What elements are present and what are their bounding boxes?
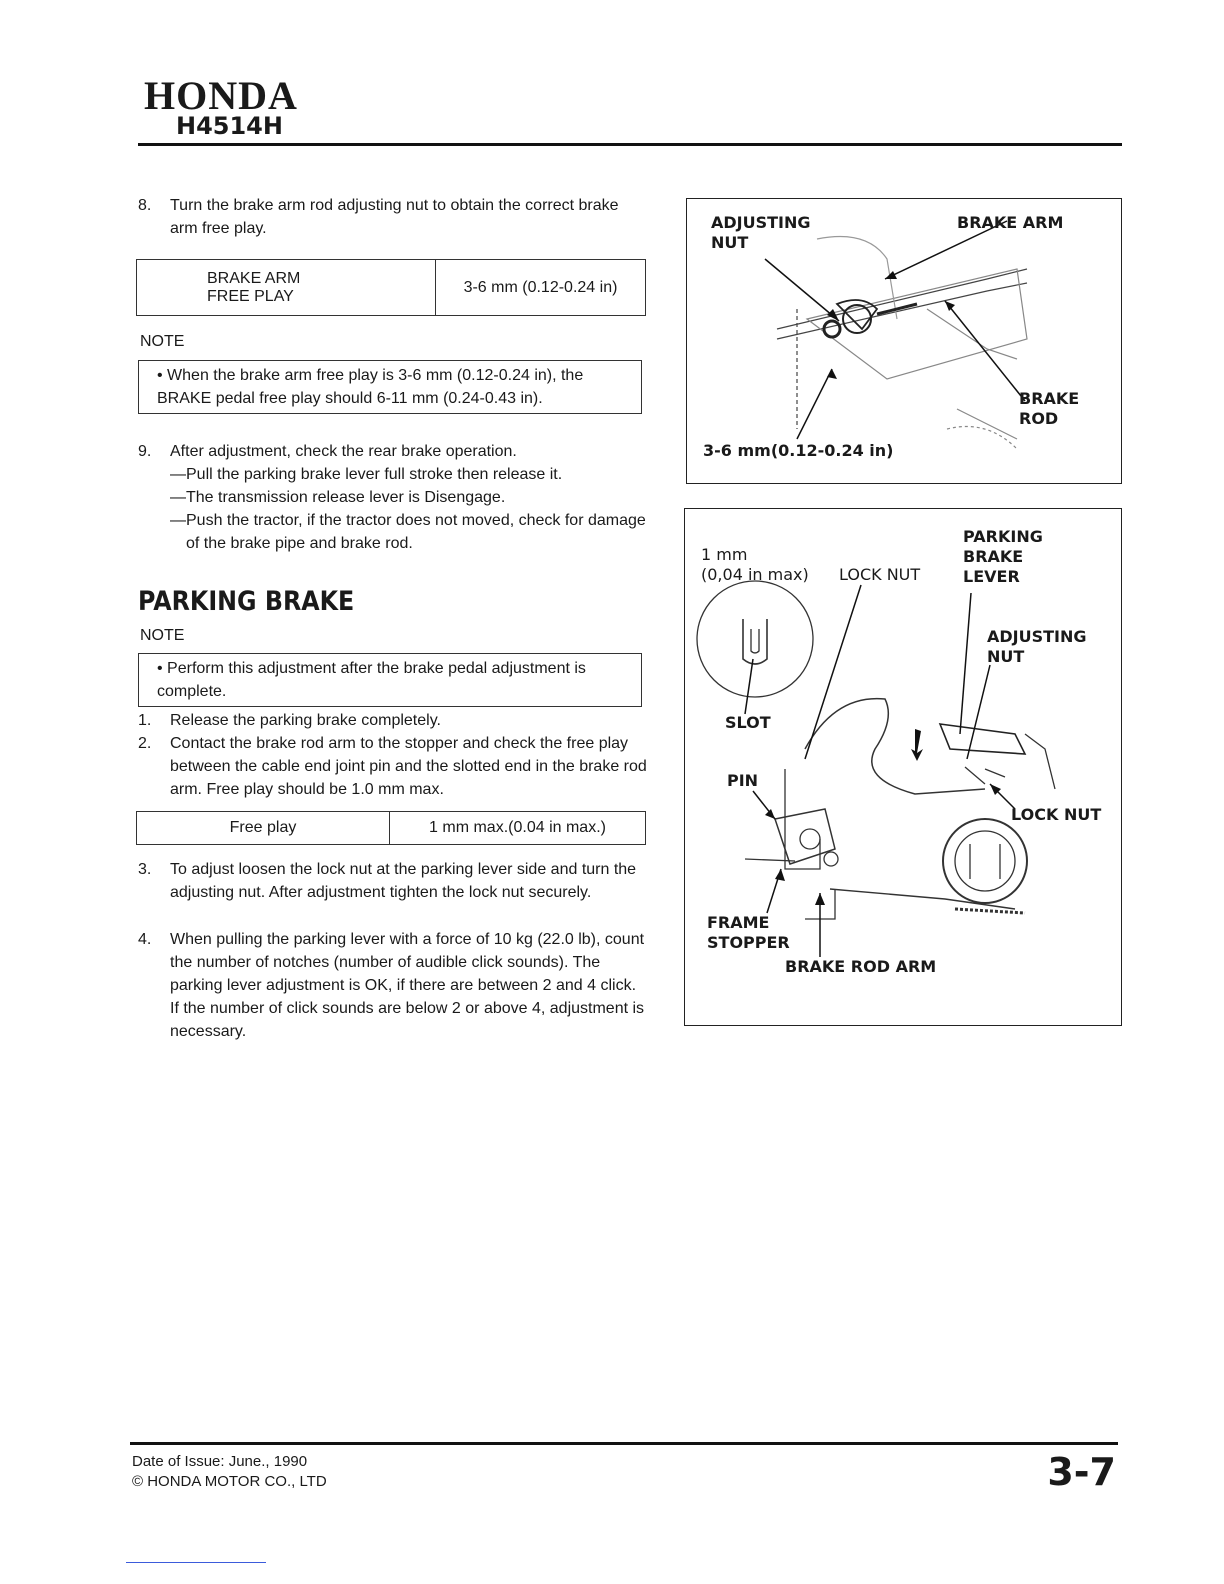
step-3 [138, 858, 648, 904]
spec-value: 3-6 mm (0.12-0.24 in) [436, 260, 646, 316]
label-clearance-1: 1 mm [701, 545, 748, 564]
step-number: 2. [138, 735, 152, 752]
label-line: ADJUSTING [987, 627, 1087, 646]
step-9 [138, 440, 648, 463]
step-number: 8. [138, 197, 152, 214]
note-label: NOTE [140, 333, 185, 350]
label-line: PARKING [963, 527, 1043, 546]
note-text: • When the brake arm free play is 3-6 mm (0.12-0.24 in), the BRAKE pedal free play should 6-11 mm (0.24-0.43 in). [157, 367, 584, 407]
page-number: 3-7 [1047, 1450, 1116, 1494]
label-slot: SLOT [725, 713, 771, 732]
label-clearance-2: (0,04 in max) [701, 565, 809, 584]
spec-label-line-1: BRAKE ARM [207, 269, 301, 287]
label-parking-brake-lever [963, 527, 1043, 587]
spec-value: 1 mm max.(0.04 in max.) [390, 812, 646, 845]
step-number: 3. [138, 861, 152, 878]
label-lock-nut-top: LOCK NUT [839, 565, 921, 584]
label-free-play: 3-6 mm(0.12-0.24 in) [703, 441, 894, 460]
step-9-sub-1: —Pull the parking brake lever full stroke then release it. [170, 466, 563, 483]
spec-label [137, 260, 436, 316]
spec-label-line-2: FREE PLAY [207, 287, 294, 305]
step-9-sub-2: —The transmission release lever is Disengage. [170, 489, 506, 506]
step-number: 1. [138, 712, 152, 729]
label-line: STOPPER [707, 933, 790, 952]
step-2 [138, 732, 648, 801]
step-number: 9. [138, 443, 152, 460]
step-text: Release the parking brake completely. [170, 712, 441, 729]
parking-brake-figure [684, 508, 1122, 1026]
step-1 [138, 709, 648, 732]
label-lock-nut-right: LOCK NUT [1011, 805, 1102, 824]
brand-logo: HONDA [144, 73, 298, 118]
label-brake-rod-arm: BRAKE ROD ARM [785, 957, 937, 976]
issue-date: Date of Issue: June., 1990 [132, 1453, 308, 1470]
label-frame-stopper [707, 913, 790, 953]
step-text: When pulling the parking lever with a force of 10 kg (22.0 lb), count the number of notches (number of audible click sounds). The parking lever adjustment is OK, if there are between 2 and 4 click. If the number of click sounds are below 2 or above 4, adjustment is necessary. [170, 931, 645, 1040]
brake-arm-figure [686, 198, 1122, 484]
step-9-sub-3: —Push the tractor, if the tractor does not moved, check for damage of the brake pipe and brake rod. [170, 512, 646, 552]
step-8 [138, 194, 648, 240]
model-number: H4514H [176, 112, 283, 140]
bottom-rule [126, 1562, 266, 1563]
spec-label: Free play [137, 812, 390, 845]
label-brake-arm: BRAKE ARM [957, 213, 1064, 232]
copyright: © HONDA MOTOR CO., LTD [132, 1473, 327, 1490]
label-line: NUT [987, 647, 1025, 666]
footer-rule [130, 1442, 1118, 1445]
step-text: Turn the brake arm rod adjusting nut to obtain the correct brake arm free play. [170, 197, 619, 237]
header-rule [138, 143, 1122, 146]
free-play-spec-table [136, 811, 646, 845]
label-brake-rod [1019, 389, 1079, 429]
label-line: BRAKE [1019, 389, 1080, 408]
label-line: NUT [711, 233, 749, 252]
label-line: ROD [1019, 409, 1059, 428]
label-adjusting-nut [711, 213, 811, 253]
note-box [138, 653, 642, 707]
step-text: After adjustment, check the rear brake operation. [170, 443, 517, 460]
label-line: FRAME [707, 913, 770, 932]
step-text: Contact the brake rod arm to the stopper and check the free play between the cable end joint pin and the slotted end in the brake rod arm. Free play should be 1.0 mm max. [170, 735, 647, 798]
label-pin: PIN [727, 771, 759, 790]
rod-line [777, 269, 1027, 329]
label-line: LEVER [963, 567, 1020, 586]
step-number: 4. [138, 931, 152, 948]
detail-circle [697, 581, 813, 697]
label-adjusting-nut [987, 627, 1087, 667]
brake-arm-spec-table [136, 259, 646, 316]
note-label: NOTE [140, 627, 185, 644]
section-title: PARKING BRAKE [138, 586, 355, 617]
note-box [138, 360, 642, 414]
step-4 [138, 928, 648, 1043]
label-line: BRAKE [963, 547, 1024, 566]
note-text: • Perform this adjustment after the brake pedal adjustment is complete. [157, 660, 586, 700]
label-line: ADJUSTING [711, 213, 811, 232]
step-text: To adjust loosen the lock nut at the parking lever side and turn the adjusting nut. After adjustment tighten the lock nut securely. [170, 861, 637, 901]
